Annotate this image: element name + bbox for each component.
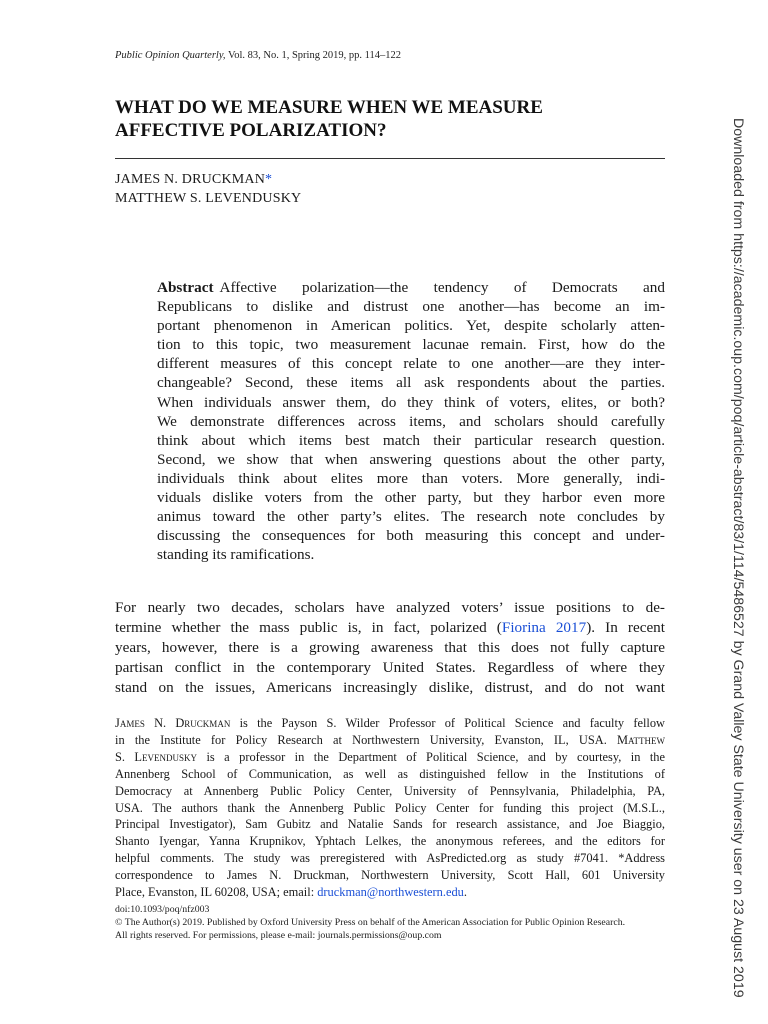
footnote-author-name: Matthew [616, 732, 665, 747]
abstract-line: Second, we show that when answering questions about the other party, [157, 450, 665, 468]
footnote-text: Place, Evanston, IL 60208, USA; email: [115, 885, 318, 900]
footnote-author-name: James N. Druckman [115, 716, 231, 730]
abstract-line: Republicans to dislike and distrust one another—has become an im- [157, 298, 665, 316]
abstract-line-text: Affective polarization—the tendency of Democrats and [219, 279, 665, 296]
footnote-line [115, 715, 665, 732]
abstract-line: discussing the consequences for both measuring this concept and under- [157, 527, 665, 545]
title-line-1: WHAT DO WE MEASURE WHEN WE MEASURE [115, 97, 543, 118]
author-levendusky: MATTHEW S. LEVENDUSKY [115, 191, 302, 206]
author-list [115, 170, 301, 208]
body-line: years, however, there is a growing awareness that this does not fully capture [115, 639, 665, 656]
abstract-line: When individuals answer them, do they think of voters, elites, or both? [157, 393, 665, 411]
journal-name: Public Opinion Quarterly, [115, 50, 226, 61]
title-line-2: AFFECTIVE POLARIZATION? [115, 120, 387, 141]
doi: doi:10.1093/poq/nfz003 [115, 904, 210, 915]
abstract-line: tion to this topic, two measurement lacunae remain. First, how do the [157, 336, 665, 354]
title-divider [115, 158, 665, 159]
footnote-text: is a professor in the Department of Political Science, and by courtesy, in the [197, 749, 665, 764]
email-link[interactable]: druckman@northwestern.edu [317, 885, 464, 900]
footnote-line: helpful comments. The study was preregistered with AsPredicted.org as study #7041. *Address [115, 851, 665, 866]
footnote-line [115, 884, 665, 901]
abstract-line: individuals think about elites more than voters. More generally, indi- [157, 469, 665, 487]
journal-header [115, 50, 401, 61]
body-line-text: termine whether the mass public is, in fact, polarized ( [115, 619, 502, 636]
corresponding-author-link[interactable]: * [265, 172, 273, 187]
footnote-author-name: S. Levendusky [115, 749, 198, 764]
abstract-line: changeable? Second, these items all ask respondents about the parties. [157, 374, 665, 392]
author-footnote [115, 715, 665, 901]
footnote-line: Democracy at Annenberg Public Policy Center, University of Pennsylvania, Philadelphia, PA, [115, 783, 665, 798]
abstract-line: standing its ramifications. [157, 546, 315, 564]
body-paragraph [115, 598, 665, 698]
citation-link-fiorina[interactable]: Fiorina 2017 [501, 619, 587, 636]
abstract-line: animus toward the other party’s elites. The research note concludes by [157, 508, 665, 526]
footnote-line [115, 749, 665, 766]
footnote-text: is the Payson S. Wilder Professor of Political Science and faculty fellow [230, 716, 666, 730]
footnote-line: Annenberg School of Communication, as well as distinguished fellow in the Institutions of [115, 766, 665, 781]
body-line-text: ). In recent [586, 619, 666, 636]
abstract [157, 278, 665, 564]
abstract-line: viduals dislike voters from the other party, but they harbor even more [157, 489, 665, 507]
copyright: © The Author(s) 2019. Published by Oxford University Press on behalf of the American Association for Public Opinion Research. [115, 917, 626, 928]
footnote-text: in the Institute for Policy Research at Northwestern University, Evanston, IL, USA. [115, 732, 617, 747]
footnote-line [115, 732, 665, 749]
abstract-line [157, 278, 665, 297]
footnote-line: Shanto Iyengar, Yanna Krupnikov, Yphtach Lelkes, the anonymous referees, and the editors for [115, 834, 665, 849]
download-watermark: Downloaded from https://academic.oup.com/poq/article-abstract/83/1/114/5486527 by Grand Valley State University user on 23 August 2019 [730, 118, 746, 998]
body-line [115, 618, 665, 638]
permissions: All rights reserved. For permissions, please e-mail: journals.permissions@oup.com [115, 930, 442, 941]
footnote-line: correspondence to James N. Druckman, Northwestern University, Scott Hall, 601 University [115, 868, 665, 883]
abstract-line: portant phenomenon in American politics. Yet, despite scholarly atten- [157, 317, 665, 335]
journal-citation: Vol. 83, No. 1, Spring 2019, pp. 114–122 [225, 50, 401, 61]
body-line: partisan conflict in the contemporary United States. Regardless of where they [115, 659, 665, 676]
author-druckman-name: JAMES N. DRUCKMAN [115, 172, 266, 187]
article-title [115, 96, 665, 142]
footnote-line: USA. The authors thank the Annenberg Public Policy Center for funding this project (M.S.L., [115, 800, 665, 815]
author-druckman [115, 170, 301, 189]
body-line: stand on the issues, Americans increasingly dislike, distrust, and do not want [115, 679, 665, 696]
abstract-line: different measures of this concept relate to one another—are they inter- [157, 355, 665, 373]
body-line: For nearly two decades, scholars have analyzed voters’ issue positions to de- [115, 599, 665, 616]
doi-block [115, 903, 625, 942]
abstract-line: think about which items best match their particular research question. [157, 431, 665, 449]
abstract-label: Abstract [157, 279, 214, 296]
footnote-text: . [463, 885, 467, 900]
abstract-line: We demonstrate differences across items, and scholars should carefully [157, 412, 665, 430]
footnote-line: Principal Investigator), Sam Gubitz and Natalie Sands for research assistance, and Joe Biaggio, [115, 817, 665, 832]
